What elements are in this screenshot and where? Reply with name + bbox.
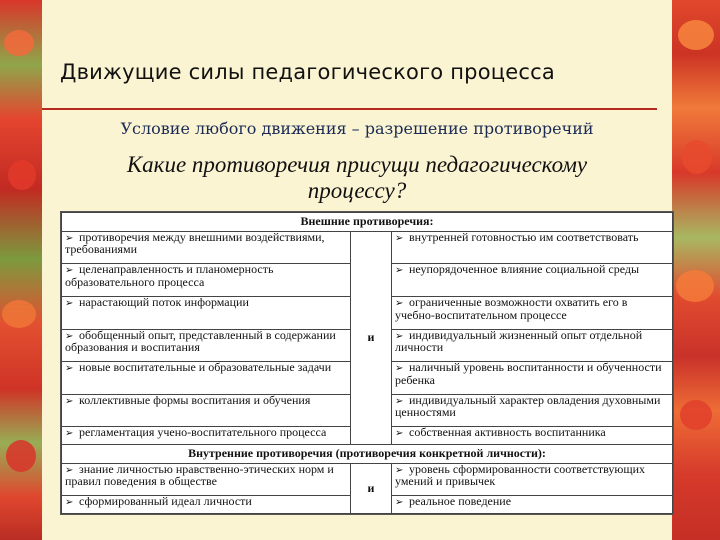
contradictions-table xyxy=(60,211,674,515)
table-cell: ➢ собственная активность воспитанника xyxy=(392,427,673,445)
table-cell: ➢ неупорядоченное влияние социальной среды xyxy=(392,264,673,297)
arrow-bullet-icon: ➢ xyxy=(65,395,74,407)
table-cell: ➢ коллективные формы воспитания и обучения xyxy=(62,394,351,427)
flower-border-right xyxy=(672,0,720,540)
internal-header: Внутренние противоречия (противоречия конкретной личности): xyxy=(62,444,673,463)
arrow-bullet-icon: ➢ xyxy=(65,363,74,375)
arrow-bullet-icon: ➢ xyxy=(65,497,74,509)
arrow-bullet-icon: ➢ xyxy=(395,232,404,244)
table-cell: ➢ целенаправленность и планомерность образовательного процесса xyxy=(62,264,351,297)
table-cell: ➢ новые воспитательные и образовательные задачи xyxy=(62,362,351,395)
conjunction-cell: и xyxy=(351,463,392,513)
slide xyxy=(42,0,672,540)
external-header: Внешние противоречия: xyxy=(62,213,673,232)
title-divider xyxy=(42,108,657,110)
slide-subtitle: Условие любого движения – разрешение противоречий xyxy=(120,119,594,138)
flower-border-left xyxy=(0,0,42,540)
arrow-bullet-icon: ➢ xyxy=(395,265,404,277)
table-cell: ➢ обобщенный опыт, представленный в содержании образования и воспитания xyxy=(62,329,351,362)
table-cell: ➢ наличный уровень воспитанности и обученности ребенка xyxy=(392,362,673,395)
arrow-bullet-icon: ➢ xyxy=(395,298,404,310)
question-line-1: Какие противоречия присущи педагогическому xyxy=(126,152,588,177)
arrow-bullet-icon: ➢ xyxy=(395,464,404,476)
arrow-bullet-icon: ➢ xyxy=(395,395,404,407)
arrow-bullet-icon: ➢ xyxy=(65,464,74,476)
slide-question xyxy=(62,152,652,204)
arrow-bullet-icon: ➢ xyxy=(65,232,74,244)
arrow-bullet-icon: ➢ xyxy=(65,298,74,310)
table-cell: ➢ сформированный идеал личности xyxy=(62,496,351,514)
conjunction-cell: и xyxy=(351,231,392,444)
table-cell: ➢ знание личностью нравственно-этических норм и правил поведения в обществе xyxy=(62,463,351,496)
table-cell: ➢ ограниченные возможности охватить его в учебно-воспитательном процессе xyxy=(392,297,673,330)
table-cell: ➢ регламентация учено-воспитательного процесса xyxy=(62,427,351,445)
slide-title: Движущие силы педагогического процесса xyxy=(60,60,555,84)
arrow-bullet-icon: ➢ xyxy=(65,265,74,277)
table-cell: ➢ реальное поведение xyxy=(392,496,673,514)
arrow-bullet-icon: ➢ xyxy=(395,428,404,440)
arrow-bullet-icon: ➢ xyxy=(395,497,404,509)
table-cell: ➢ внутренней готовностью им соответствовать xyxy=(392,231,673,264)
table-cell: ➢ индивидуальный характер овладения духовными ценностями xyxy=(392,394,673,427)
table-cell: ➢ индивидуальный жизненный опыт отдельной личности xyxy=(392,329,673,362)
table-cell: ➢ уровень сформированности соответствующих умений и привычек xyxy=(392,463,673,496)
table-cell: ➢ противоречия между внешними воздействиями, требованиями xyxy=(62,231,351,264)
arrow-bullet-icon: ➢ xyxy=(65,330,74,342)
table-cell: ➢ нарастающий поток информации xyxy=(62,297,351,330)
question-line-2: процессу? xyxy=(307,178,407,203)
arrow-bullet-icon: ➢ xyxy=(395,330,404,342)
arrow-bullet-icon: ➢ xyxy=(65,428,74,440)
arrow-bullet-icon: ➢ xyxy=(395,363,404,375)
